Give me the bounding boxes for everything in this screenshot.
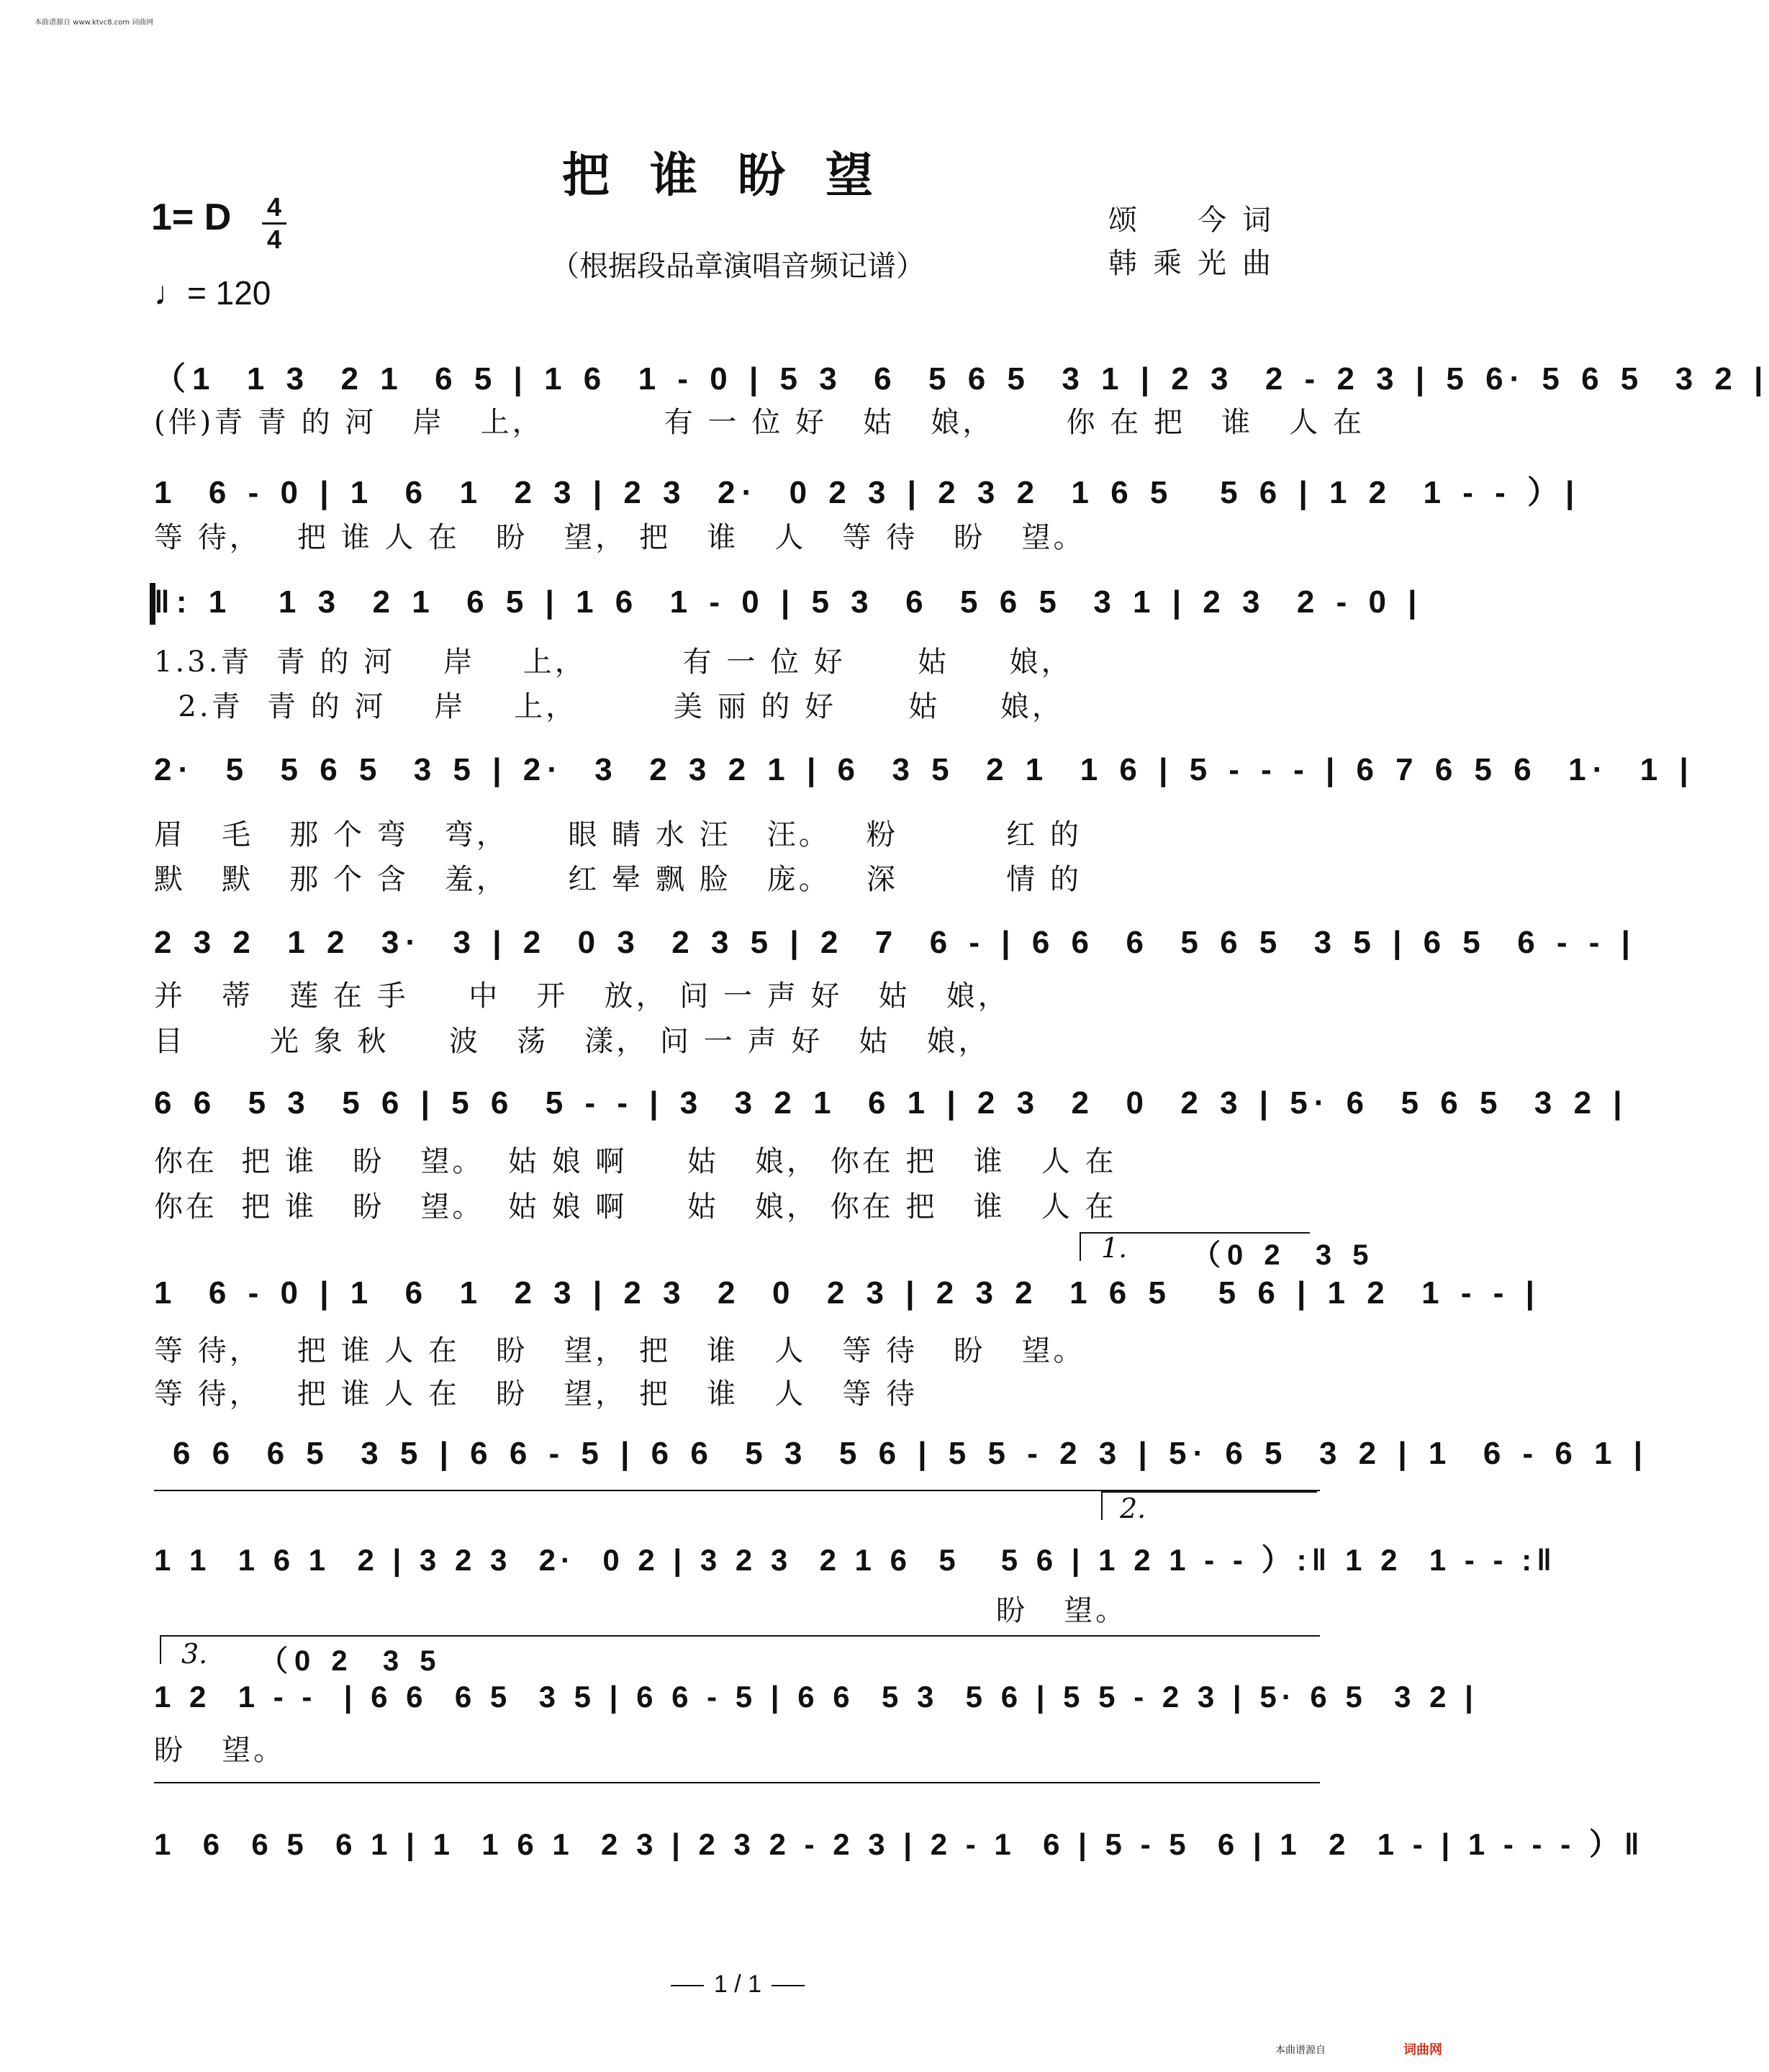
lyric-line: (伴)青 青 的 河 岸 上， 有 一 位 好 姑 娘， 你 在 把 谁 人 在 <box>154 406 1365 439</box>
lyric-line: 等 待， 把 谁 人 在 盼 望， 把 谁 人 等 待 盼 望。 <box>154 1334 1085 1367</box>
lyric-line: 并 蒂 莲 在 手 中 开 放， 问 一 声 好 姑 娘， <box>154 980 1010 1013</box>
composer-credit: 韩乘光曲 <box>1108 247 1287 280</box>
staff-divider <box>154 1782 1320 1783</box>
notation-line: 1 6 - 0 | 1 6 1 2 3 | 2 3 2· 0 2 3 | 2 3 2 1 6 5 5 6 | 1 2 1 - - ）| <box>154 475 1581 510</box>
lyric-line: 盼 望。 <box>154 1594 1128 1627</box>
lyric-line: 你在 把 谁 盼 望。 姑 娘 啊 姑 娘， 你在 把 谁 人 在 <box>154 1145 1117 1178</box>
source-line: 本曲谱源自 www.ktvc8.com 词曲网 <box>35 19 154 27</box>
ending-bracket-2-hook <box>1101 1491 1103 1520</box>
lyric-line: 默 默 那 个 含 羞， 红 晕 飘 脸 庞。 深 情 的 <box>154 863 1082 896</box>
notation-line: 2· 5 5 6 5 3 5 | 2· 3 2 3 2 1 | 6 3 5 2 1 1 6 | 5 - - - | 6 7 6 5 6 1· 1 | <box>154 752 1695 787</box>
notation-line: 1 6 - 0 | 1 6 1 2 3 | 2 3 2 0 2 3 | 2 3 2 1 6 5 5 6 | 1 2 1 - - | <box>154 1275 1541 1311</box>
notation-line: （1 1 3 2 1 6 5 | 1 6 1 - 0 | 5 3 6 5 6 5 3 1 | 2 3 2 - 2 3 | 5 6· 5 6 5 3 2 | <box>154 361 1769 397</box>
lyric-line: 2.青 青 的 河 岸 上， 美 丽 的 好 姑 娘， <box>154 690 1064 723</box>
notation-line: 1 2 1 - - | 6 6 6 5 3 5 | 6 6 - 5 | 6 6 5 3 5 6 | 5 5 - 2 3 | 5· 6 5 3 2 | <box>154 1680 1478 1714</box>
lyric-line: 等 待， 把 谁 人 在 盼 望， 把 谁 人 等 待 <box>154 1377 918 1411</box>
lyricist-credit: 颂 今词 <box>1108 204 1287 237</box>
tempo-marking: ♩= 120 <box>154 274 271 312</box>
lyric-line: 目 光 象 秋 波 荡 漾， 问 一 声 好 姑 娘， <box>154 1025 990 1058</box>
notation-line: ‖: 1 1 3 2 1 6 5 | 1 6 1 - 0 | 5 3 6 5 6 5 3 1 | 2 3 2 - 0 | <box>154 584 1424 620</box>
notation-line: 6 6 6 5 3 5 | 6 6 - 5 | 6 6 5 3 5 6 | 5 5 - 2 3 | 5· 6 5 3 2 | 1 6 - 6 1 | <box>173 1436 1650 1471</box>
lyric-line: 眉 毛 那 个 弯 弯， 眼 睛 水 汪 汪。 粉 红 的 <box>154 818 1082 851</box>
ending-pickup-3: （0 2 3 5 <box>259 1645 443 1677</box>
ending-label-3: 3. <box>181 1638 208 1670</box>
ending-pickup-1: （0 2 3 5 <box>1192 1239 1375 1271</box>
footer-source-text: 本曲谱源自 <box>1275 2045 1326 2056</box>
time-sig-top: 4 <box>266 192 282 222</box>
notation-line: 2 3 2 1 2 3· 3 | 2 0 3 2 3 5 | 2 7 6 - | 6 6 6 5 6 5 3 5 | 6 5 6 - - | <box>154 925 1637 960</box>
lyric-line: 1.3.青 青 的 河 岸 上， 有 一 位 好 姑 娘， <box>154 646 1073 679</box>
page-number: 1 / 1 <box>0 1971 1475 1999</box>
ending-bracket-3 <box>160 1635 1320 1637</box>
notation-line: 6 6 5 3 5 6 | 5 6 5 - - | 3 3 2 1 6 1 | 2 3 2 0 2 3 | 5· 6 5 6 5 3 2 | <box>154 1085 1629 1121</box>
time-sig-bottom: 4 <box>266 225 282 254</box>
ending-bracket-1-hook <box>1080 1232 1081 1261</box>
site-logo[interactable]: 词曲网 <box>1403 2042 1442 2058</box>
notation-line: 1 6 6 5 6 1 | 1 1 6 1 2 3 | 2 3 2 - 2 3 | 2 - 1 6 | 5 - 5 6 | 1 2 1 - | 1 - - - ）‖ <box>154 1827 1644 1861</box>
lyric-line: 盼 望。 <box>154 1734 286 1767</box>
ending-label-2: 2. <box>1120 1493 1146 1524</box>
ending-label-1: 1. <box>1101 1232 1128 1264</box>
key-signature: 1= D <box>151 196 232 238</box>
subtitle: （根据段品章演唱音频记谱） <box>551 250 925 283</box>
left-watermark-strip <box>4 29 14 2043</box>
right-watermark-strip <box>1461 29 1471 2043</box>
song-title: 把谁盼望 <box>562 147 913 203</box>
ending-bracket-3-hook <box>160 1635 161 1664</box>
lyric-line: 等 待， 把 谁 人 在 盼 望， 把 谁 人 等 待 盼 望。 <box>154 521 1085 554</box>
lyric-line: 你在 把 谁 盼 望。 姑 娘 啊 姑 娘， 你在 把 谁 人 在 <box>154 1190 1117 1223</box>
notation-line: 1 1 1 6 1 2 | 3 2 3 2· 0 2 | 3 2 3 2 1 6 5 5 6 | 1 2 1 - - ）:‖ 1 2 1 - - :‖ <box>154 1543 1557 1577</box>
